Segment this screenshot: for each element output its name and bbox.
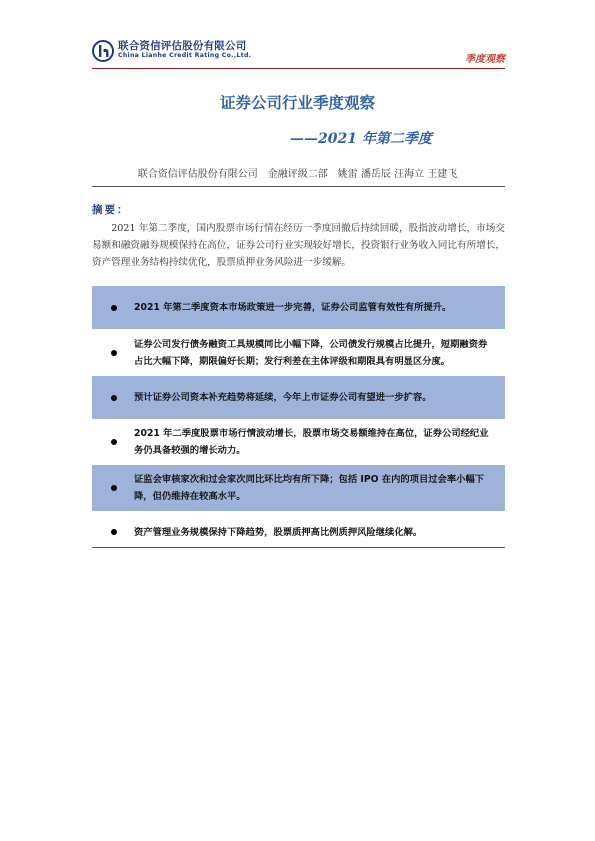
key-point (92, 465, 505, 511)
bullet-icon (111, 305, 117, 311)
bullet-icon (111, 439, 117, 445)
page-header (92, 36, 505, 68)
abstract-label: 摘要： (92, 204, 130, 216)
key-point (92, 286, 505, 329)
header-divider (92, 68, 505, 69)
report-subtitle: ——2021 年第二季度 (290, 131, 432, 147)
key-points-list (92, 286, 505, 553)
key-point (92, 419, 505, 465)
key-point-text: 证监会审核家次和过会家次同比环比均有所下降；包括 IPO 在内的项目过会率小幅下降，但仍维持在较高水平。 (134, 474, 485, 502)
key-point-text: 2021 年二季度股票市场行情波动增长，股票市场交易额维持在高位，证券公司经纪业务仍具备较强的增长动力。 (134, 428, 489, 456)
bullet-icon (111, 485, 117, 491)
company-name-cn: 联合资信评估股份有限公司 (118, 40, 247, 52)
key-point (92, 329, 505, 376)
authors-divider (92, 186, 505, 187)
bullet-icon (111, 350, 117, 356)
bullet-icon (111, 529, 117, 535)
report-title: 证券公司行业季度观察 (219, 94, 375, 112)
report-type-tag: 季度观察 (465, 54, 505, 65)
company-name-en: China Lianhe Credit Rating Co.,Ltd. (118, 52, 252, 59)
key-point-text: 证券公司发行债务融资工具规模同比小幅下降，公司债发行规模占比提升，短期融资券占比大幅下降，期限偏好长期；发行利差在主体评级和期限具有明显区分度。 (134, 338, 488, 367)
bullet-icon (111, 395, 117, 401)
key-point-text: 预计证券公司资本补充趋势将延续，今年上市证券公司有望进一步扩容。 (134, 392, 432, 403)
key-point-text: 资产管理业务规模保持下降趋势，股票质押高比例质押风险继续化解。 (134, 526, 423, 538)
key-point (92, 376, 505, 419)
company-logo-icon (92, 40, 114, 62)
abstract-text: 2021 年第二季度，国内股票市场行情在经历一季度回撤后持续回暖，股指波动增长，市场交易额和融资融券规模保持在高位，证券公司行业实现较好增长，投资银行业务收入同比有所增长，资产管理业务结构持续优化，股票质押业务风险进一步缓解。 (92, 223, 505, 268)
key-point-text: 2021 年第二季度资本市场政策进一步完善，证券公司监管有效性有所提升。 (134, 302, 452, 313)
points-bottom-divider (92, 547, 505, 548)
report-authors: 联合资信评估股份有限公司 金融评级二部 姚雷 潘岳辰 汪海立 王建飞 (137, 169, 458, 180)
